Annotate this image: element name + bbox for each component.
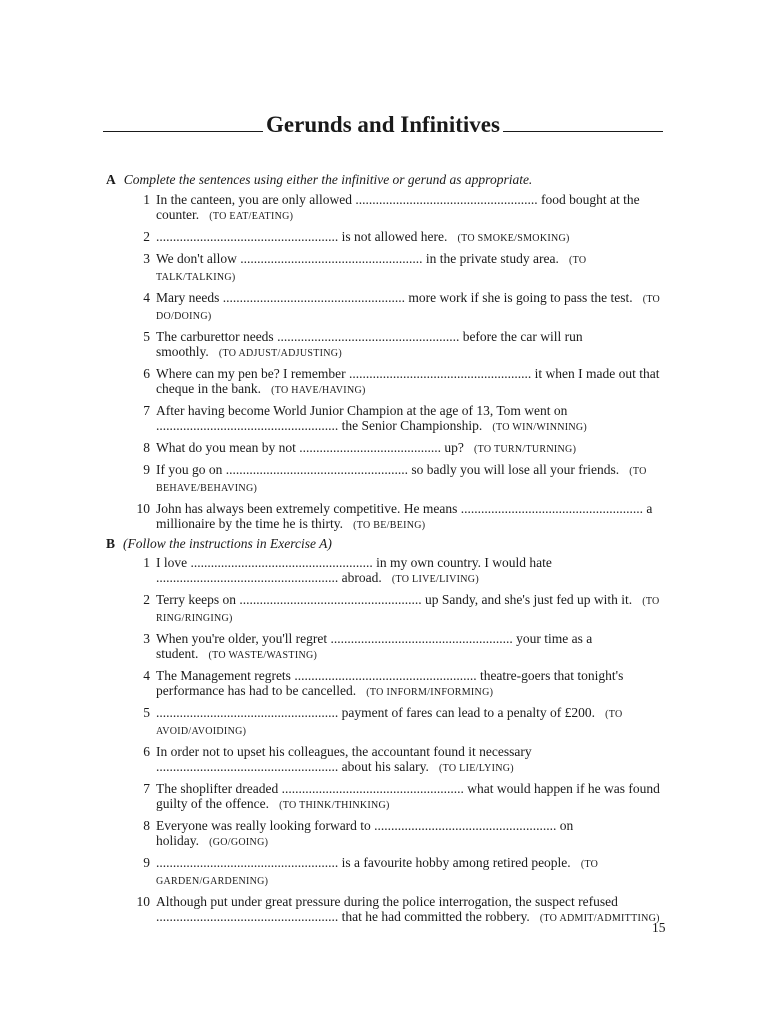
item-hint: (TO INFORM/INFORMING) xyxy=(366,687,494,698)
exercise-item xyxy=(128,818,663,850)
item-text-wrap xyxy=(156,366,663,398)
item-number: 8 xyxy=(143,818,150,833)
item-sentence: Where can my pen be? I remember ...................................................... it when I made out that cheque in the bank. xyxy=(156,366,660,396)
item-hint: (TO LIVE/LIVING) xyxy=(391,574,479,585)
item-sentence: The Management regrets ...................................................... theatre-goers that tonight's performance has had to be cancelled. xyxy=(156,668,624,698)
item-sentence: Although put under great pressure during the police interrogation, the suspect refused ...................................................... that he had committed the robbery. xyxy=(156,894,618,924)
item-sentence: If you go on ...................................................... so badly you will lose all your friends. xyxy=(156,462,620,477)
exercise-item xyxy=(128,781,663,813)
item-hint: (TO HAVE/HAVING) xyxy=(271,385,366,396)
item-number: 9 xyxy=(143,462,150,477)
item-sentence: The shoplifter dreaded ...................................................... what would happen if he was found guilty of the offence. xyxy=(156,781,660,811)
item-sentence: We don't allow ...................................................... in the private study area. xyxy=(156,251,559,266)
item-text-wrap xyxy=(156,705,663,739)
title-rule-right xyxy=(503,131,663,132)
item-number: 7 xyxy=(143,781,150,796)
title-row xyxy=(103,112,663,138)
item-hint: (TO EAT/EATING) xyxy=(209,211,294,222)
exercise-item xyxy=(128,501,663,533)
exercise-item xyxy=(128,251,663,285)
exercise-item xyxy=(128,440,663,457)
item-text-wrap xyxy=(156,440,663,457)
item-hint: (TO WIN/WINNING) xyxy=(492,422,588,433)
item-hint: (TO TURN/TURNING) xyxy=(473,444,577,455)
section-a-instruction: Complete the sentences using either the infinitive or gerund as appropriate. xyxy=(123,172,533,187)
item-hint: (TO BEHAVE/BEHAVING) xyxy=(156,466,647,494)
section-a-heading xyxy=(106,172,532,188)
item-hint: (TO BE/BEING) xyxy=(353,520,426,531)
item-sentence: Everyone was really looking forward to ...................................................... on holiday. xyxy=(156,818,574,848)
page-title: Gerunds and Infinitives xyxy=(266,112,500,137)
item-text-wrap xyxy=(156,555,663,587)
item-number: 7 xyxy=(143,403,150,418)
page-number: 15 xyxy=(652,920,666,935)
item-hint: (TO ADMIT/ADMITTING) xyxy=(539,913,660,924)
item-number: 1 xyxy=(143,192,150,207)
exercise-item xyxy=(128,290,663,324)
item-text-wrap xyxy=(156,229,663,246)
exercise-item xyxy=(128,403,663,435)
exercise-item xyxy=(128,592,663,626)
item-number: 10 xyxy=(136,894,150,909)
item-hint: (TO THINK/THINKING) xyxy=(279,800,390,811)
item-text-wrap xyxy=(156,592,663,626)
exercise-item xyxy=(128,555,663,587)
item-hint: (TO ADJUST/ADJUSTING) xyxy=(218,348,342,359)
item-sentence: ...................................................... is a favourite hobby among retired people. xyxy=(156,855,571,870)
item-sentence: Mary needs ...................................................... more work if she is going to pass the test. xyxy=(156,290,633,305)
exercise-a xyxy=(128,192,663,538)
item-hint: (TO SMOKE/SMOKING) xyxy=(457,233,570,244)
item-hint: (TO AVOID/AVOIDING) xyxy=(156,709,623,737)
item-sentence: When you're older, you'll regret ...................................................... your time as a student. xyxy=(156,631,593,661)
item-sentence: The carburettor needs ...................................................... before the car will run smoothly. xyxy=(156,329,583,359)
item-sentence: What do you mean by not .......................................... up? xyxy=(156,440,464,455)
item-text-wrap xyxy=(156,329,663,361)
exercise-item xyxy=(128,192,663,224)
exercise-item xyxy=(128,366,663,398)
item-number: 9 xyxy=(143,855,150,870)
exercise-item xyxy=(128,894,663,926)
item-number: 3 xyxy=(143,251,150,266)
item-hint: (TO RING/RINGING) xyxy=(156,596,660,624)
item-hint: (TO LIE/LYING) xyxy=(438,763,514,774)
item-hint: (TO GARDEN/GARDENING) xyxy=(156,859,599,887)
item-sentence: I love ...................................................... in my own country. I would hate ...................................................... abroad. xyxy=(156,555,552,585)
exercise-item xyxy=(128,744,663,776)
item-hint: (GO/GOING) xyxy=(209,837,269,848)
item-number: 1 xyxy=(143,555,150,570)
exercise-item xyxy=(128,855,663,889)
item-text-wrap xyxy=(156,668,663,700)
item-number: 8 xyxy=(143,440,150,455)
item-number: 2 xyxy=(143,229,150,244)
item-text-wrap xyxy=(156,290,663,324)
item-text-wrap xyxy=(156,894,663,926)
item-text-wrap xyxy=(156,462,663,496)
exercise-b xyxy=(128,555,663,931)
item-text-wrap xyxy=(156,192,663,224)
item-text-wrap xyxy=(156,744,663,776)
section-b-heading xyxy=(106,536,332,552)
item-sentence: ...................................................... payment of fares can lead to a penalty of £200. xyxy=(156,705,596,720)
item-number: 6 xyxy=(143,744,150,759)
item-number: 2 xyxy=(143,592,150,607)
exercise-item xyxy=(128,229,663,246)
title-rule-left xyxy=(103,131,263,132)
exercise-item xyxy=(128,705,663,739)
item-sentence: John has always been extremely competitive. He means ...................................................... a millionaire by the time he is thirty. xyxy=(156,501,653,531)
item-text-wrap xyxy=(156,818,663,850)
section-b-letter: B xyxy=(106,536,116,551)
item-sentence: After having become World Junior Champion at the age of 13, Tom went on ...................................................... the Senior Championship. xyxy=(156,403,568,433)
exercise-item xyxy=(128,462,663,496)
item-hint: (TO WASTE/WASTING) xyxy=(208,650,318,661)
item-sentence: In order not to upset his colleagues, the accountant found it necessary ...................................................... about his salary. xyxy=(156,744,532,774)
item-text-wrap xyxy=(156,855,663,889)
item-hint: (TO DO/DOING) xyxy=(156,294,661,322)
item-sentence: In the canteen, you are only allowed ...................................................... food bought at the counter. xyxy=(156,192,640,222)
item-number: 4 xyxy=(143,668,150,683)
item-number: 5 xyxy=(143,705,150,720)
item-number: 5 xyxy=(143,329,150,344)
item-sentence: ...................................................... is not allowed here. xyxy=(156,229,448,244)
item-number: 4 xyxy=(143,290,150,305)
section-b-instruction: (Follow the instructions in Exercise A) xyxy=(123,536,332,551)
exercise-item xyxy=(128,631,663,663)
item-text-wrap xyxy=(156,403,663,435)
item-text-wrap xyxy=(156,631,663,663)
item-text-wrap xyxy=(156,501,663,533)
section-a-letter: A xyxy=(106,172,116,187)
item-hint: (TO TALK/TALKING) xyxy=(156,255,587,283)
item-number: 3 xyxy=(143,631,150,646)
item-text-wrap xyxy=(156,251,663,285)
item-number: 10 xyxy=(136,501,150,516)
exercise-item xyxy=(128,668,663,700)
item-number: 6 xyxy=(143,366,150,381)
item-text-wrap xyxy=(156,781,663,813)
item-sentence: Terry keeps on ...................................................... up Sandy, and she's just fed up with it. xyxy=(156,592,633,607)
exercise-item xyxy=(128,329,663,361)
